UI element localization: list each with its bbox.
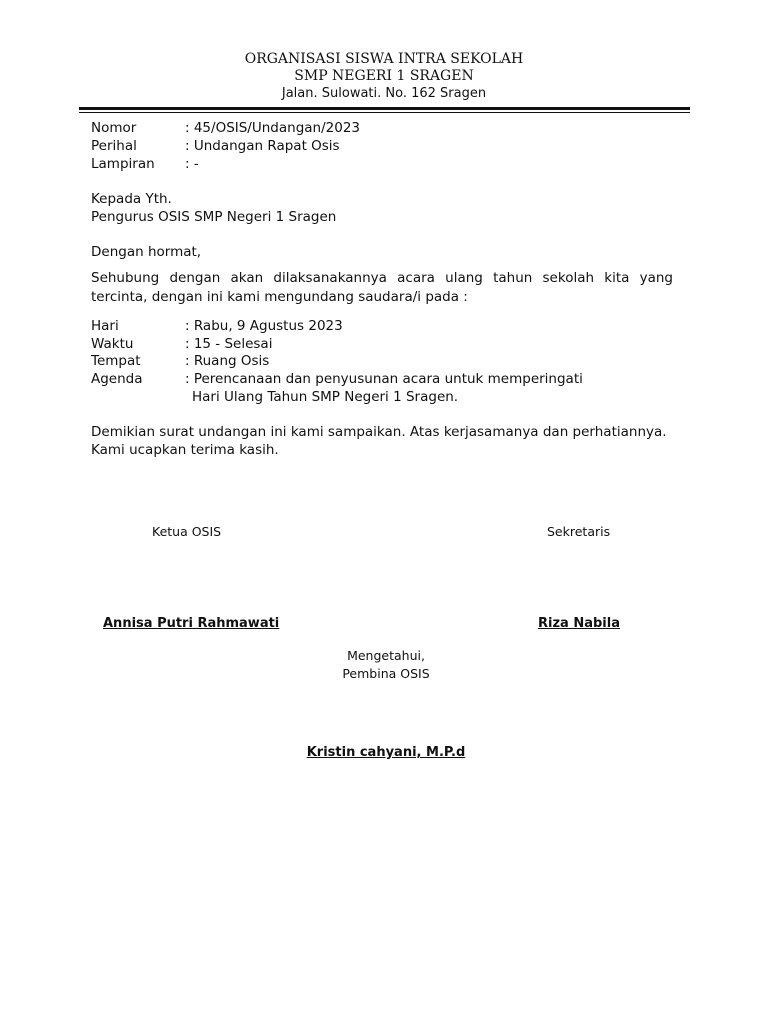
ketua-title: Ketua OSIS <box>152 524 222 539</box>
pembina-name: Kristin cahyani, M.P.d <box>306 745 466 760</box>
meta-row-nomor <box>91 120 360 137</box>
sekretaris-title: Sekretaris <box>547 524 611 539</box>
event-value-agenda: : Perencanaan dan penyusunan acara untuk memperingati <box>185 371 583 387</box>
closing-line-2: Kami ucapkan terima kasih. <box>91 442 279 458</box>
header-organization: ORGANISASI SISWA INTRA SEKOLAH <box>244 51 524 67</box>
event-label-waktu: Waktu <box>91 336 134 352</box>
event-label-agenda: Agenda <box>91 371 143 387</box>
mengetahui-label: Mengetahui, <box>347 648 425 663</box>
event-value-hari: : Rabu, 9 Agustus 2023 <box>185 318 343 334</box>
event-label-hari: Hari <box>91 318 119 334</box>
greeting: Dengan hormat, <box>91 244 202 260</box>
event-row-waktu <box>91 336 272 353</box>
event-agenda-continuation: Hari Ulang Tahun SMP Negeri 1 Sragen. <box>192 389 459 405</box>
header-school: SMP NEGERI 1 SRAGEN <box>294 68 474 84</box>
meta-label-lampiran: Lampiran <box>91 156 155 172</box>
event-row-hari <box>91 318 343 335</box>
recipient-line-2: Pengurus OSIS SMP Negeri 1 Sragen <box>91 209 337 225</box>
event-row-tempat <box>91 353 269 370</box>
event-label-tempat: Tempat <box>91 353 141 369</box>
meta-row-perihal <box>91 138 340 155</box>
event-value-waktu: : 15 - Selesai <box>185 336 273 352</box>
meta-value-lampiran: : - <box>185 156 199 172</box>
recipient-line-1: Kepada Yth. <box>91 191 172 207</box>
sekretaris-name: Riza Nabila <box>538 616 620 631</box>
meta-label-nomor: Nomor <box>91 120 137 136</box>
meta-value-perihal: : Undangan Rapat Osis <box>185 138 340 154</box>
ketua-name: Annisa Putri Rahmawati <box>103 616 280 631</box>
header-address: Jalan. Sulowati. No. 162 Sragen <box>281 86 487 101</box>
meta-row-lampiran <box>91 156 199 173</box>
intro-paragraph: Sehubung dengan akan dilaksanakannya acara ulang tahun sekolah kita yang tercinta, dengan ini kami mengundang saudara/i pada : <box>91 270 673 305</box>
pembina-title: Pembina OSIS <box>342 666 430 681</box>
event-value-tempat: : Ruang Osis <box>185 353 270 369</box>
header-divider-thin <box>79 112 690 113</box>
meta-value-nomor: : 45/OSIS/Undangan/2023 <box>185 120 360 136</box>
header-divider-thick <box>79 107 690 110</box>
meta-label-perihal: Perihal <box>91 138 137 154</box>
event-row-agenda <box>91 371 583 388</box>
closing-line-1: Demikian surat undangan ini kami sampaikan. Atas kerjasamanya dan perhatiannya. <box>91 424 667 440</box>
